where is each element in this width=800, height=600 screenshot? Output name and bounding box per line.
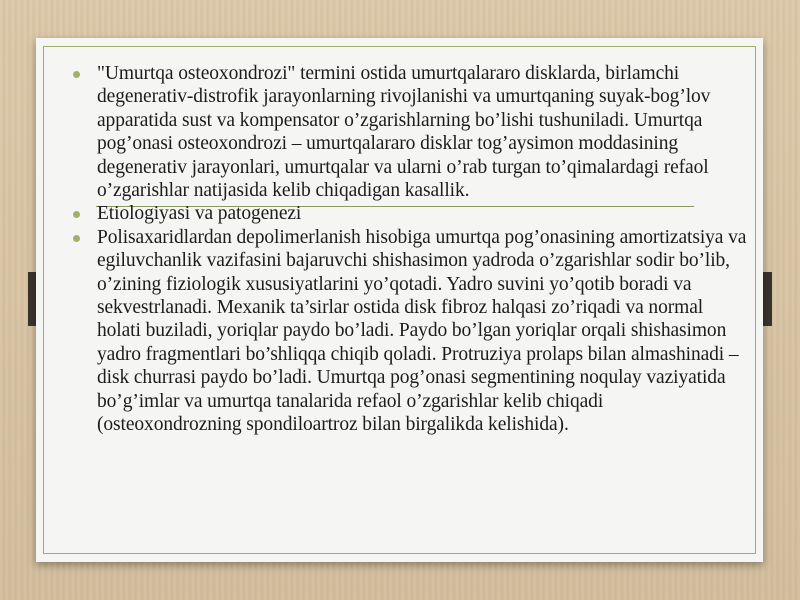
bullet-text: Etiologiyasi va patogenezi	[97, 203, 302, 225]
bullet-item-etiology-heading	[67, 202, 747, 225]
bullet-text: Polisaxaridlardan depolimerlanish hisobiga umurtqa pog’onasining amortizatsiya va egiluvchanlik vazifasini bajaruvchi shishasimon yadroda o’zgarishlar sodir bo’lib, o’zining fiziologik xususiyatlarini yo’qotadi. Yadro suvini yo’qotib boradi va sekvestrlanadi. Mexanik ta’sirlar ostida disk fibroz halqasi zo’riqadi va normal holati buziladi, yoriqlar paydo bo’ladi. Paydo bo’lgan yoriqlar orqali shishasimon yadro fragmentlari bo’shliqqa chiqib qoladi. Protruziya prolaps bilan almashinadi – disk churrasi paydo bo’ladi. Umurtqa pog’onasi segmentining noqulay vaziyatida bo’g’imlar va umurtqa tanalarida refaol o’zgarishlar kelib chiqadi (osteoxondrozning spondiloartroz bilan birgalikda kelishida).	[97, 226, 747, 436]
bullet-dot-icon	[73, 71, 80, 78]
bullet-dot-icon	[73, 235, 80, 242]
bullet-dot-icon	[73, 211, 80, 218]
bullet-item-definition	[67, 62, 747, 202]
bullet-item-pathogenesis	[67, 226, 747, 437]
bullet-list	[67, 62, 747, 437]
bullet-text: "Umurtqa osteoxondrozi" termini ostida umurtqalararo disklarda, birlamchi degenerativ-distrofik jarayonlarning rivojlanishi va umurtqaning suyak-bog’lov apparatida sust va kompensator o’zgarishlarning bo’lishi tushuniladi. Umurtqa pog’onasi osteoxondrozi – umurtqalararo disklar tog’aysimon moddasining degenerativ jarayonlari, umurtqalar va ularni o’rab turgan to’qimalardagi refaol o’zgarishlar natijasida kelib chiqadigan kasallik.	[97, 63, 711, 202]
